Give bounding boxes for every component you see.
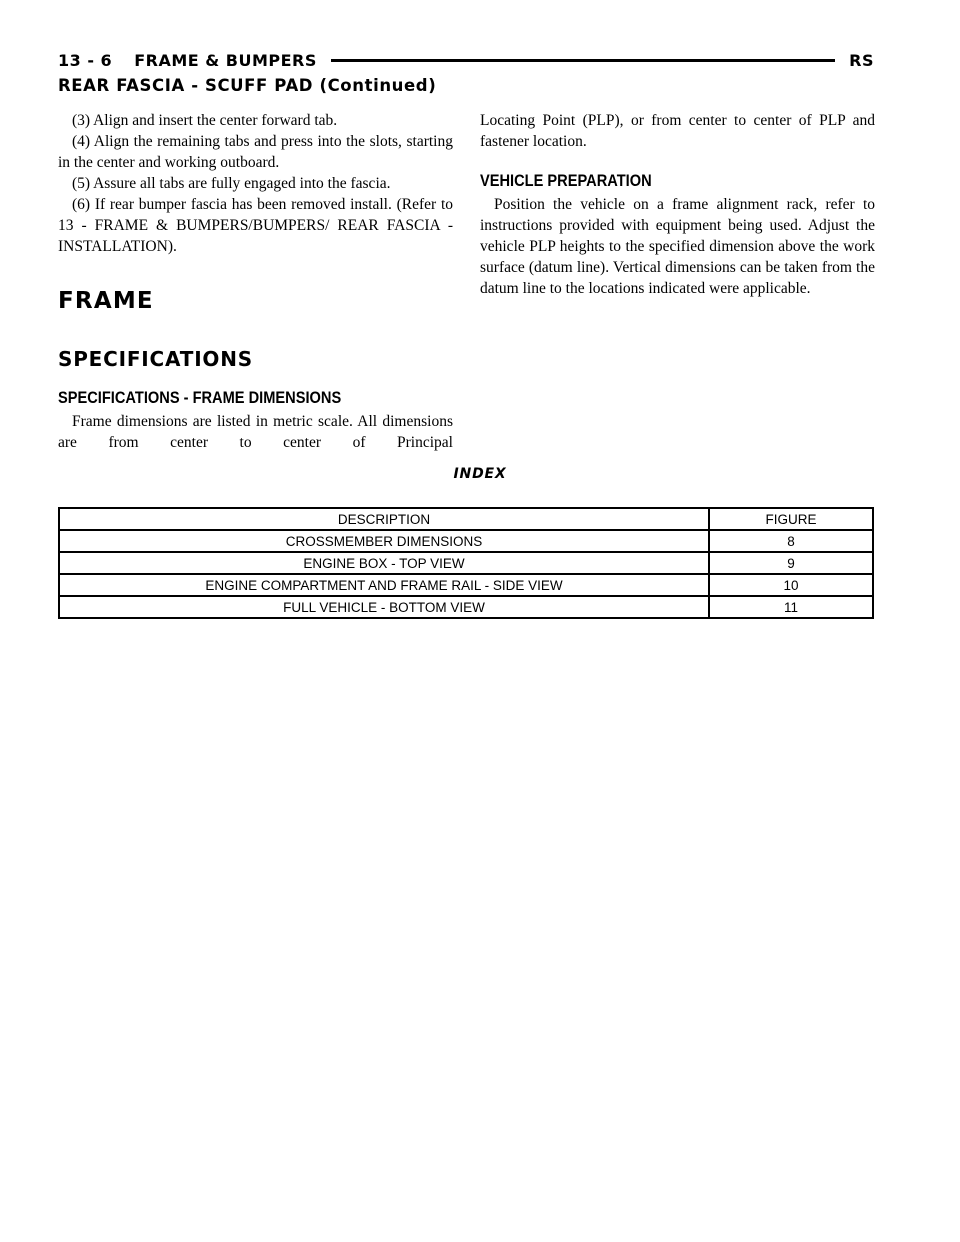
frame-dimensions-text-start: Frame dimensions are listed in metric scale. All dimensions are from center to center of Principal (58, 413, 453, 451)
row-figure: 8 (709, 530, 873, 552)
vehicle-preparation-heading: VEHICLE PREPARATION (480, 171, 652, 190)
step-6: (6) If rear bumper fascia has been removed install. (Refer to 13 - FRAME & BUMPERS/BUMPERS/ REAR FASCIA - INSTALLATION). (58, 196, 453, 255)
step-5: (5) Assure all tabs are fully engaged into the fascia. (72, 175, 391, 192)
page-header (58, 48, 874, 72)
table-row (59, 574, 873, 596)
model-code: RS (849, 50, 874, 70)
row-figure: 9 (709, 552, 873, 574)
index-title: INDEX (453, 466, 507, 482)
table-row (59, 530, 873, 552)
continued-title: REAR FASCIA - SCUFF PAD (Continued) (58, 76, 437, 95)
figure-header: FIGURE (709, 508, 873, 530)
description-header: DESCRIPTION (59, 508, 709, 530)
step-3: (3) Align and insert the center forward tab. (72, 112, 338, 129)
left-column (58, 110, 453, 453)
vehicle-preparation-text: Position the vehicle on a frame alignment rack, refer to instructions provided with equipment being used. Adjust the vehicle PLP heights to the specified dimension above the work surface (datum line). Vertical dimensions can be taken from the datum line to the locations indicated were applicable. (480, 196, 875, 297)
specifications-heading: SPECIFICATIONS (58, 347, 253, 371)
frame-dimensions-heading: SPECIFICATIONS - FRAME DIMENSIONS (58, 388, 342, 407)
index-header-row (59, 508, 873, 530)
index-table (58, 507, 874, 619)
frame-dimensions-text-end: Locating Point (PLP), or from center to center of PLP and fastener location. (480, 112, 875, 150)
row-figure: 10 (709, 574, 873, 596)
step-4: (4) Align the remaining tabs and press into the slots, starting in the center and working outboard. (58, 133, 453, 171)
row-description: ENGINE BOX - TOP VIEW (59, 552, 709, 574)
row-description: CROSSMEMBER DIMENSIONS (59, 530, 709, 552)
row-figure: 11 (709, 596, 873, 618)
row-description: ENGINE COMPARTMENT AND FRAME RAIL - SIDE VIEW (59, 574, 709, 596)
table-row (59, 552, 873, 574)
header-rule (331, 59, 835, 62)
row-description: FULL VEHICLE - BOTTOM VIEW (59, 596, 709, 618)
table-row (59, 596, 873, 618)
right-column (480, 110, 875, 299)
section-title: FRAME & BUMPERS (134, 50, 317, 70)
page-number: 13 - 6 (58, 50, 113, 70)
frame-heading: FRAME (58, 288, 154, 314)
